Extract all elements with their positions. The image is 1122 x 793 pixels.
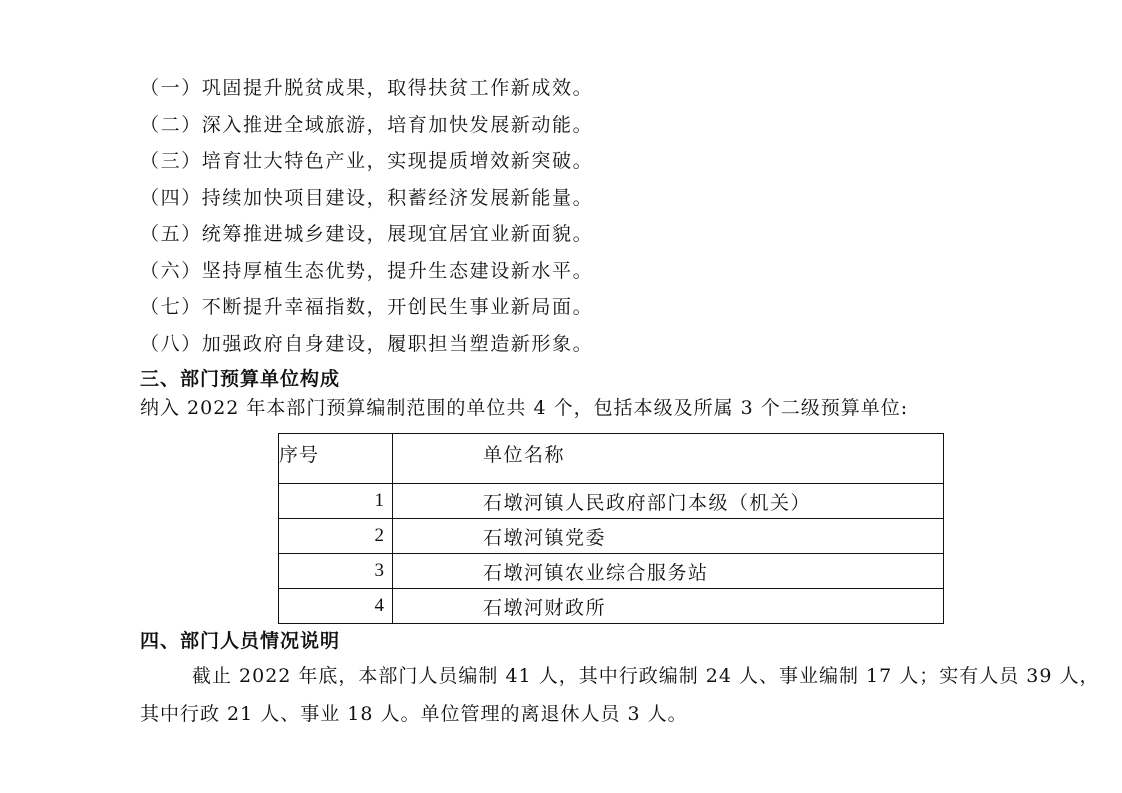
goal-item-3: （三）培育壮大特色产业，实现提质增效新突破。	[140, 150, 594, 172]
section4-paragraph-line1: 截止 2022 年底，本部门人员编制 41 人，其中行政编制 24 人、事业编制 17 人；实有人员 39 人，	[192, 665, 1100, 687]
goal-item-7: （七）不断提升幸福指数，开创民生事业新局面。	[140, 296, 594, 318]
table-row	[279, 519, 944, 554]
row-unit-name: 石墩河财政所	[393, 589, 944, 624]
goal-item-4: （四）持续加快项目建设，积蓄经济发展新能量。	[140, 187, 594, 209]
budget-units-table	[278, 433, 944, 624]
table-row	[279, 589, 944, 624]
row-number: 4	[279, 589, 393, 624]
goal-item-8: （八）加强政府自身建设，履职担当塑造新形象。	[140, 333, 594, 355]
row-number: 2	[279, 519, 393, 554]
header-serial-number: 序号	[279, 434, 393, 484]
goal-item-1: （一）巩固提升脱贫成果，取得扶贫工作新成效。	[140, 77, 594, 99]
section4-heading: 四、部门人员情况说明	[140, 630, 341, 652]
table-row	[279, 554, 944, 589]
row-unit-name: 石墩河镇党委	[393, 519, 944, 554]
goal-item-6: （六）坚持厚植生态优势，提升生态建设新水平。	[140, 260, 594, 282]
table-header-row	[279, 434, 944, 484]
goal-item-5: （五）统筹推进城乡建设，展现宜居宜业新面貌。	[140, 223, 594, 245]
row-number: 3	[279, 554, 393, 589]
row-unit-name: 石墩河镇人民政府部门本级（机关）	[393, 484, 944, 519]
row-number: 1	[279, 484, 393, 519]
header-unit-name: 单位名称	[393, 434, 944, 484]
goal-item-2: （二）深入推进全域旅游，培育加快发展新动能。	[140, 114, 594, 136]
section4-paragraph-line2: 其中行政 21 人、事业 18 人。单位管理的离退休人员 3 人。	[140, 703, 688, 725]
section3-heading: 三、部门预算单位构成	[140, 368, 341, 390]
table-row	[279, 484, 944, 519]
row-unit-name: 石墩河镇农业综合服务站	[393, 554, 944, 589]
section3-intro: 纳入 2022 年本部门预算编制范围的单位共 4 个，包括本级及所属 3 个二级预算单位:	[140, 397, 909, 419]
